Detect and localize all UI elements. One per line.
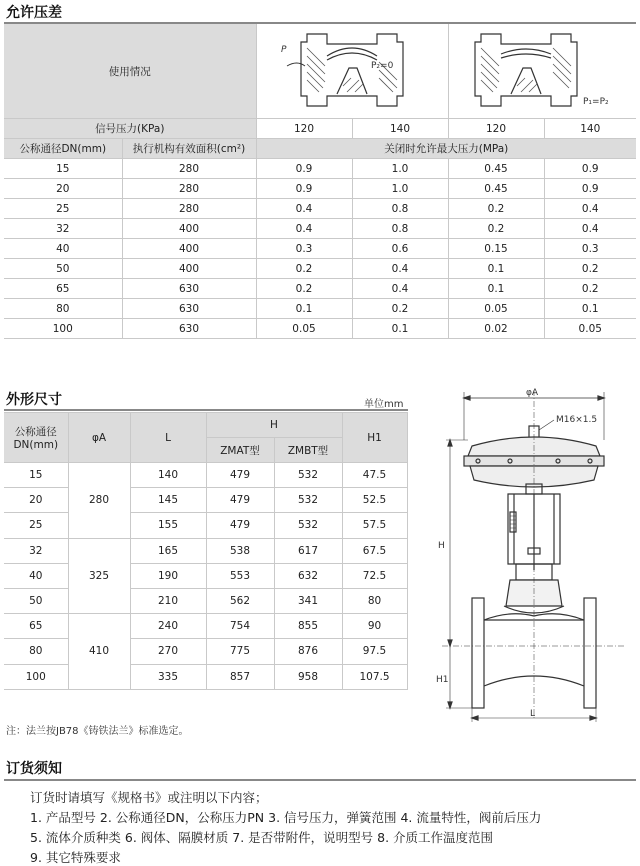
cell-dn: 100 [4, 319, 122, 339]
p1-p2-label: P₁=P₂ [583, 96, 609, 107]
cell-max-pressure: 0.15 [448, 239, 544, 259]
section-title-ordering: 订货须知 [6, 761, 62, 777]
cell-H1: 57.5 [342, 513, 407, 538]
cell-zmat: 562 [206, 588, 274, 613]
table-row [4, 219, 636, 239]
L-dimension-label: L [530, 709, 536, 719]
cell-max-pressure: 0.1 [448, 279, 544, 299]
col-header-zmat: ZMAT型 [206, 438, 274, 463]
cell-zmat: 754 [206, 614, 274, 639]
cell-max-pressure: 0.45 [448, 179, 544, 199]
cell-H1: 107.5 [342, 664, 407, 689]
cell-max-pressure: 0.6 [352, 239, 448, 259]
cell-max-pressure: 0.4 [256, 219, 352, 239]
cell-max-pressure: 0.4 [352, 259, 448, 279]
p-mark: P [281, 44, 287, 55]
cell-dn: 32 [4, 219, 122, 239]
dn-header-line1: 公称通径 [14, 426, 57, 438]
cell-dn: 100 [4, 664, 68, 689]
table-row [4, 239, 636, 259]
table-row [4, 279, 636, 299]
cell-H1: 72.5 [342, 563, 407, 588]
cell-L: 190 [130, 563, 206, 588]
cell-area: 400 [122, 239, 256, 259]
cell-zmbt: 617 [274, 538, 342, 563]
cell-H1: 80 [342, 588, 407, 613]
cell-max-pressure: 0.9 [544, 179, 636, 199]
cell-zmbt: 958 [274, 664, 342, 689]
signal-value: 120 [256, 119, 352, 139]
cell-max-pressure: 0.05 [544, 319, 636, 339]
cell-dn: 50 [4, 259, 122, 279]
cell-max-pressure: 0.2 [256, 259, 352, 279]
cell-zmat: 538 [206, 538, 274, 563]
cell-max-pressure: 0.1 [352, 319, 448, 339]
cell-max-pressure: 0.4 [544, 219, 636, 239]
cell-max-pressure: 0.2 [256, 279, 352, 299]
col-header-H: H [206, 413, 342, 438]
cell-dn: 50 [4, 588, 68, 613]
H-dimension-label: H [438, 541, 445, 551]
col-header-H1: H1 [342, 413, 407, 463]
cell-dn: 40 [4, 239, 122, 259]
section-rule [4, 779, 636, 781]
cell-dn: 25 [4, 513, 68, 538]
cell-L: 145 [130, 488, 206, 513]
cell-zmat: 479 [206, 513, 274, 538]
dimension-table [4, 412, 408, 690]
table-row [4, 664, 407, 689]
cell-L: 165 [130, 538, 206, 563]
section-title-dimensions: 外形尺寸 [6, 392, 62, 408]
cell-max-pressure: 0.8 [352, 199, 448, 219]
cell-max-pressure: 0.2 [448, 199, 544, 219]
cell-max-pressure: 0.1 [544, 299, 636, 319]
cell-max-pressure: 0.05 [448, 299, 544, 319]
cell-H1: 47.5 [342, 463, 407, 488]
col-header-zmbt: ZMBT型 [274, 438, 342, 463]
col-header-area: 执行机构有效面积(cm²) [122, 139, 256, 159]
table-row [4, 488, 407, 513]
cell-dn: 15 [4, 463, 68, 488]
diagram-p1-equals-p2 [448, 24, 636, 119]
cell-area: 280 [122, 159, 256, 179]
cell-max-pressure: 0.05 [256, 319, 352, 339]
table-row [4, 538, 407, 563]
cell-dn: 20 [4, 179, 122, 199]
col-header-phiA: φA [68, 413, 130, 463]
cell-L: 210 [130, 588, 206, 613]
cell-max-pressure: 0.3 [256, 239, 352, 259]
table-row [4, 639, 407, 664]
col-header-dn: 公称通径DN(mm) [4, 139, 122, 159]
cell-zmbt: 341 [274, 588, 342, 613]
cell-zmbt: 855 [274, 614, 342, 639]
section-rule [4, 409, 408, 411]
cell-zmbt: 632 [274, 563, 342, 588]
cell-H1: 67.5 [342, 538, 407, 563]
cell-area: 400 [122, 219, 256, 239]
diagram-closed-p2-zero [256, 24, 448, 119]
cell-max-pressure: 0.2 [544, 279, 636, 299]
cell-H1: 90 [342, 614, 407, 639]
cell-phiA: 325 [68, 538, 130, 614]
cell-max-pressure: 0.1 [256, 299, 352, 319]
table-row [4, 299, 636, 319]
cell-H1: 97.5 [342, 639, 407, 664]
table-row [4, 614, 407, 639]
cell-max-pressure: 0.9 [256, 159, 352, 179]
cell-dn: 25 [4, 199, 122, 219]
cell-max-pressure: 0.9 [544, 159, 636, 179]
cell-phiA: 280 [68, 463, 130, 539]
cell-max-pressure: 0.8 [352, 219, 448, 239]
cell-L: 270 [130, 639, 206, 664]
cell-zmbt: 532 [274, 513, 342, 538]
cell-zmat: 775 [206, 639, 274, 664]
valve-drawing [430, 384, 636, 728]
ordering-item-line: 1. 产品型号 2. 公称通径DN，公称压力PN 3. 信号压力，弹簧范围 4. 流量特性，阀前后压力 [30, 810, 542, 825]
signal-value: 140 [544, 119, 636, 139]
cell-zmbt: 876 [274, 639, 342, 664]
cell-max-pressure: 0.2 [448, 219, 544, 239]
table-row [4, 513, 407, 538]
ordering-item-line: 5. 流体介质种类 6. 阀体、隔膜材质 7. 是否带附件，说明型号 8. 介质工作温度范围 [30, 830, 494, 845]
table-row [4, 463, 407, 488]
cell-dn: 80 [4, 639, 68, 664]
cell-max-pressure: 0.9 [256, 179, 352, 199]
cell-max-pressure: 1.0 [352, 179, 448, 199]
cell-max-pressure: 0.4 [544, 199, 636, 219]
cell-area: 630 [122, 299, 256, 319]
cell-max-pressure: 0.02 [448, 319, 544, 339]
table-row [4, 159, 636, 179]
cell-L: 155 [130, 513, 206, 538]
cell-area: 280 [122, 199, 256, 219]
cell-max-pressure: 0.2 [352, 299, 448, 319]
cell-zmbt: 532 [274, 488, 342, 513]
cell-max-pressure: 1.0 [352, 159, 448, 179]
cell-zmbt: 532 [274, 463, 342, 488]
table-row [4, 179, 636, 199]
p2-zero-label: P₂=0 [371, 60, 394, 71]
cell-dn: 65 [4, 614, 68, 639]
cell-zmat: 479 [206, 488, 274, 513]
cell-area: 400 [122, 259, 256, 279]
cell-max-pressure: 0.2 [544, 259, 636, 279]
signal-value: 140 [352, 119, 448, 139]
section-title-pressure: 允许压差 [6, 5, 62, 21]
cell-max-pressure: 0.45 [448, 159, 544, 179]
cell-max-pressure: 0.4 [352, 279, 448, 299]
table-row [4, 259, 636, 279]
signal-value: 120 [448, 119, 544, 139]
H1-dimension-label: H1 [436, 675, 449, 685]
cell-L: 335 [130, 664, 206, 689]
cell-phiA: 410 [68, 614, 130, 690]
cell-max-pressure: 0.3 [544, 239, 636, 259]
col-header-max-pressure: 关闭时允许最大压力(MPa) [256, 139, 636, 159]
thread-label: M16×1.5 [556, 415, 598, 425]
cell-max-pressure: 0.1 [448, 259, 544, 279]
dn-header-line2: DN(mm) [13, 439, 59, 451]
cell-L: 240 [130, 614, 206, 639]
col-header-L: L [130, 413, 206, 463]
cell-dn: 40 [4, 563, 68, 588]
cell-zmat: 857 [206, 664, 274, 689]
cell-zmat: 553 [206, 563, 274, 588]
ordering-intro: 订货时请填写《规格书》或注明以下内容； [30, 790, 268, 805]
phiA-dimension-label: φA [526, 388, 539, 398]
cell-zmat: 479 [206, 463, 274, 488]
cell-dn: 65 [4, 279, 122, 299]
signal-pressure-label: 信号压力(KPa) [4, 119, 256, 139]
cell-H1: 52.5 [342, 488, 407, 513]
table-row [4, 588, 407, 613]
unit-label: 单位mm [364, 399, 404, 410]
table-row [4, 319, 636, 339]
pressure-table [4, 24, 636, 339]
ordering-item-line: 9. 其它特殊要求 [30, 850, 121, 865]
cell-dn: 20 [4, 488, 68, 513]
cell-dn: 15 [4, 159, 122, 179]
cell-dn: 80 [4, 299, 122, 319]
table-row [4, 563, 407, 588]
cell-dn: 32 [4, 538, 68, 563]
cell-max-pressure: 0.4 [256, 199, 352, 219]
table-row [4, 199, 636, 219]
usage-label: 使用情况 [4, 24, 256, 119]
col-header-dn [4, 413, 68, 463]
flange-note: 注：法兰按JB78《铸铁法兰》标准选定。 [6, 726, 189, 737]
cell-area: 280 [122, 179, 256, 199]
cell-L: 140 [130, 463, 206, 488]
cell-area: 630 [122, 279, 256, 299]
cell-area: 630 [122, 319, 256, 339]
